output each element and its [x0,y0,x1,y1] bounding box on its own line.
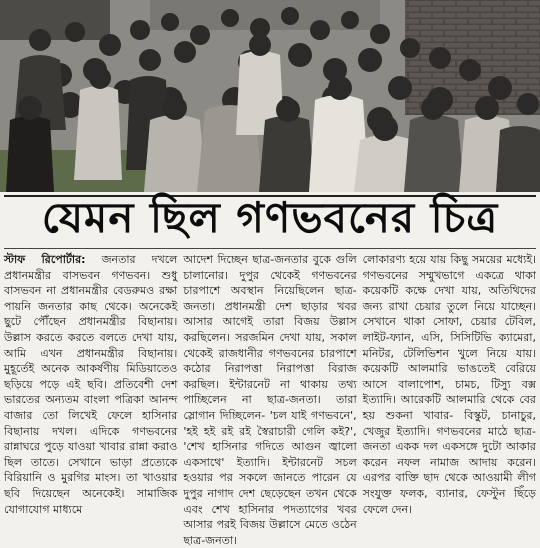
headline-bottom-rule [4,248,536,249]
crowd-photo [0,0,540,192]
column-text: আদেশ দিচ্ছেন ছাত্র-জনতার বুকে গুলি চালানোর। দুপুর থেকেই গণভবনের চারপাশে অবস্থান নিয়েছিলেন ছাত্র-জনতা। প্রধানমন্ত্রী দেশ ছাড়ার খবর আসার আগেই তারা বিজয় উল্লাস করছিলেন। সরজমিন দেখা যায়, সকাল থেকেই রাজধানীর গণভবনের চারপাশে কঠোর নিরাপত্তা নিরাপত্তা বিরাজ করছিল। ইন্টারনেট না থাকায় তথ্য পাচ্ছিলেন না ছাত্র-জনতা। তারা স্লোগান দিচ্ছিলেন- 'চল যাই গণভবনে', 'হই হই রই রই স্বৈরাচারী গেলি কই?', 'শেখ হাসিনার গদিতে আগুন জ্বালো একসাথে' ইত্যাদি। ইন্টারনেট সচল হওয়ার পর সকলে জানতে পারেন যে দুপুর নাগাদ দেশ ছেড়েছেন তখন থেকে এবং শেখ হাসিনার পদত্যাগের খবর আসার পরই বিজয় উল্লাসে মেতে ওঠেন ছাত্র-জনতা। [183,253,357,547]
headline: যেমন ছিল গণভবনের চিত্র [41,193,499,242]
article-column-3 [362,252,536,516]
article-column-2 [183,252,357,547]
article-column-1 [4,252,178,516]
column-text: জনতার দখলে প্রধানমন্ত্রীর বাসভবন গণভবন। শুধু বাসভবন না প্রধানমন্ত্রীর বেডরুমও রক্ষা পায়নি জনতার কাছ থেকে। অনেকেই ছুটে পৌঁছেন প্রধানমন্ত্রীর বিছানায়। উল্লাস করতে করতে বলতে দেখা যায়, আমি এখন প্রধানমন্ত্রীর বিছানায়। মুহূর্তেই অনেক আকর্ষণীয় মিডিয়াতেও ছড়িয়ে পড়ে এই ছবি। প্রতিবেশী দেশ ভারতের অন্যতম বাংলা পত্রিকা আনন্দ বাজার তো লিখেই ফেলে হাসিনার বিছানায় দখল। এদিকে গণভবনের রান্নাঘরে পুড়ে যাওয়া খাবার রান্না করাও ছিল তাতে। সেখানে ভাড়া প্রত্যেকে বিরিয়ানি ও মুরগির মাংস। তা খাওয়ার ছবি দিয়েছেন অনেকেই। সামাজিক যোগাযোগ মাধ্যমে [4,253,178,516]
article-body [4,252,536,547]
column-text: লোকারণ্য হয়ে যায় কিছু সময়ের মধ্যেই। গণভবনের সম্মুখভাগে একত্রে থাকা কয়েকটি কক্ষে দেখা যায়, অতিথিদের জন্য রাখা চেয়ার তুলে নিয়ে যাচ্ছেন। সেখানে থাকা সোফা, চেয়ার টেবিল, লাইট-ফ্যান, এসি, সিসিটিভি ক্যামেরা, মনিটর, টেলিভিশন খুলে নিয়ে যায়। কয়েকটি আলমারি ভাঙতেই বেরিয়ে আসে বালাপোশ, চামচ, টিস্যু বক্স ইত্যাদি। আরেকটি আলমারি থেকে বের হয় শুকনা খাবার- বিস্কুট, চানাচুর, খেজুর ইত্যাদি। গণভবনের মাঠে ছাত্র-জনতা একক দল একসঙ্গে দুটো আকার করেন নফল নামাজ আদায় করেন। এরপর বাক্তি ছাদ থেকে আওয়ামী লীগ সংযুক্ত ফলক, ব্যানার, ফেস্টুন ছিঁড়ে ফেলে দেন। [362,253,536,516]
byline: স্টাফ রিপোর্টার: [4,253,86,266]
